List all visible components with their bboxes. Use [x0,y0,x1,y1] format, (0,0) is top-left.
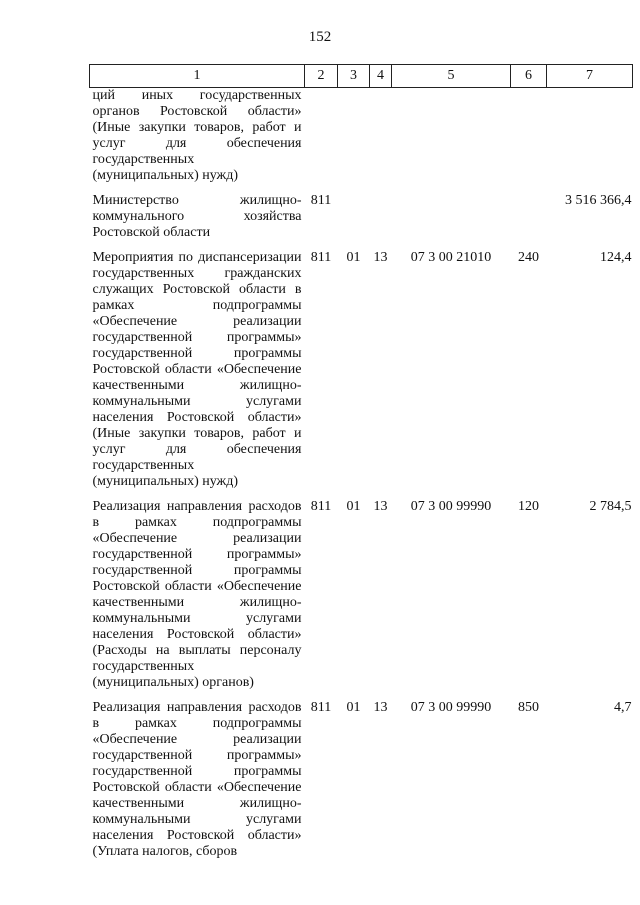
row-ministry-code: 811 [310,499,332,514]
page-number: 152 [308,29,332,45]
row-target-code: 07 3 00 99990 [410,700,492,715]
row-subsection-code: 13 [373,499,388,514]
table-header [90,65,633,88]
header-col-4: 4 [370,65,392,88]
table-row [90,700,633,869]
header-col-2: 2 [305,65,338,88]
table-row [90,88,633,194]
row-target-code: 07 3 00 99990 [410,499,492,514]
row-section-code: 01 [346,250,361,265]
row-description: ций иных государственных органов Ростовской области» (Иные закупки товаров, работ и услуг для обеспечения государственных (муниципальных) нужд) [92,88,302,183]
row-target-code [392,193,511,250]
row-expense-type [511,193,547,250]
row-subsection-code [370,193,392,250]
budget-table [89,64,633,869]
row-amount: 3 516 366,4 [565,193,632,208]
row-section-code: 01 [346,700,361,715]
header-row [90,65,633,88]
row-subsection-code [370,88,392,194]
row-ministry-code: 811 [310,193,332,208]
row-ministry-code: 811 [310,700,332,715]
row-section-code [338,88,370,194]
row-section-code: 01 [346,499,361,514]
table-row [90,499,633,700]
row-description: Реализация направления расходов в рамках подпрограммы «Обеспечение реализации государственной программы» государственной программы Ростовской области «Обеспечение качественными жилищно-коммунальными услугами населения Ростовской области» (Уплата налогов, сборов [92,700,302,859]
table-row [90,250,633,499]
header-col-7: 7 [547,65,633,88]
row-expense-type [511,88,547,194]
header-col-3: 3 [338,65,370,88]
row-subsection-code: 13 [373,250,388,265]
row-amount: 124,4 [600,250,632,265]
row-description: Мероприятия по диспансеризации государственных гражданских служащих Ростовской области в рамках подпрограммы «Обеспечение реализации государственной программы» государственной программы Ростовской области «Обеспечение качественными жилищно-коммунальными услугами населения Ростовской области» (Иные закупки товаров, работ и услуг для обеспечения государственных (муниципальных) нужд) [92,250,302,489]
row-expense-type: 850 [518,700,539,715]
row-subsection-code: 13 [373,700,388,715]
row-ministry-code [305,88,338,194]
row-section-code [338,193,370,250]
header-col-5: 5 [392,65,511,88]
row-amount: 2 784,5 [589,499,632,514]
row-description: Реализация направления расходов в рамках подпрограммы «Обеспечение реализации государственной программы» государственной программы Ростовской области «Обеспечение качественными жилищно-коммунальными услугами населения Ростовской области» (Расходы на выплаты персоналу государственных (муниципальных) органов) [92,499,302,690]
header-col-6: 6 [511,65,547,88]
table-body [90,88,633,870]
row-target-code [392,88,511,194]
row-expense-type: 120 [518,499,539,514]
row-target-code: 07 3 00 21010 [410,250,492,265]
row-expense-type: 240 [518,250,539,265]
header-col-1: 1 [90,65,305,88]
row-ministry-code: 811 [310,250,332,265]
row-description: Министерство жилищно-коммунального хозяйства Ростовской области [92,193,302,240]
table-row [90,193,633,250]
row-amount [547,88,633,194]
row-amount: 4,7 [614,700,632,715]
